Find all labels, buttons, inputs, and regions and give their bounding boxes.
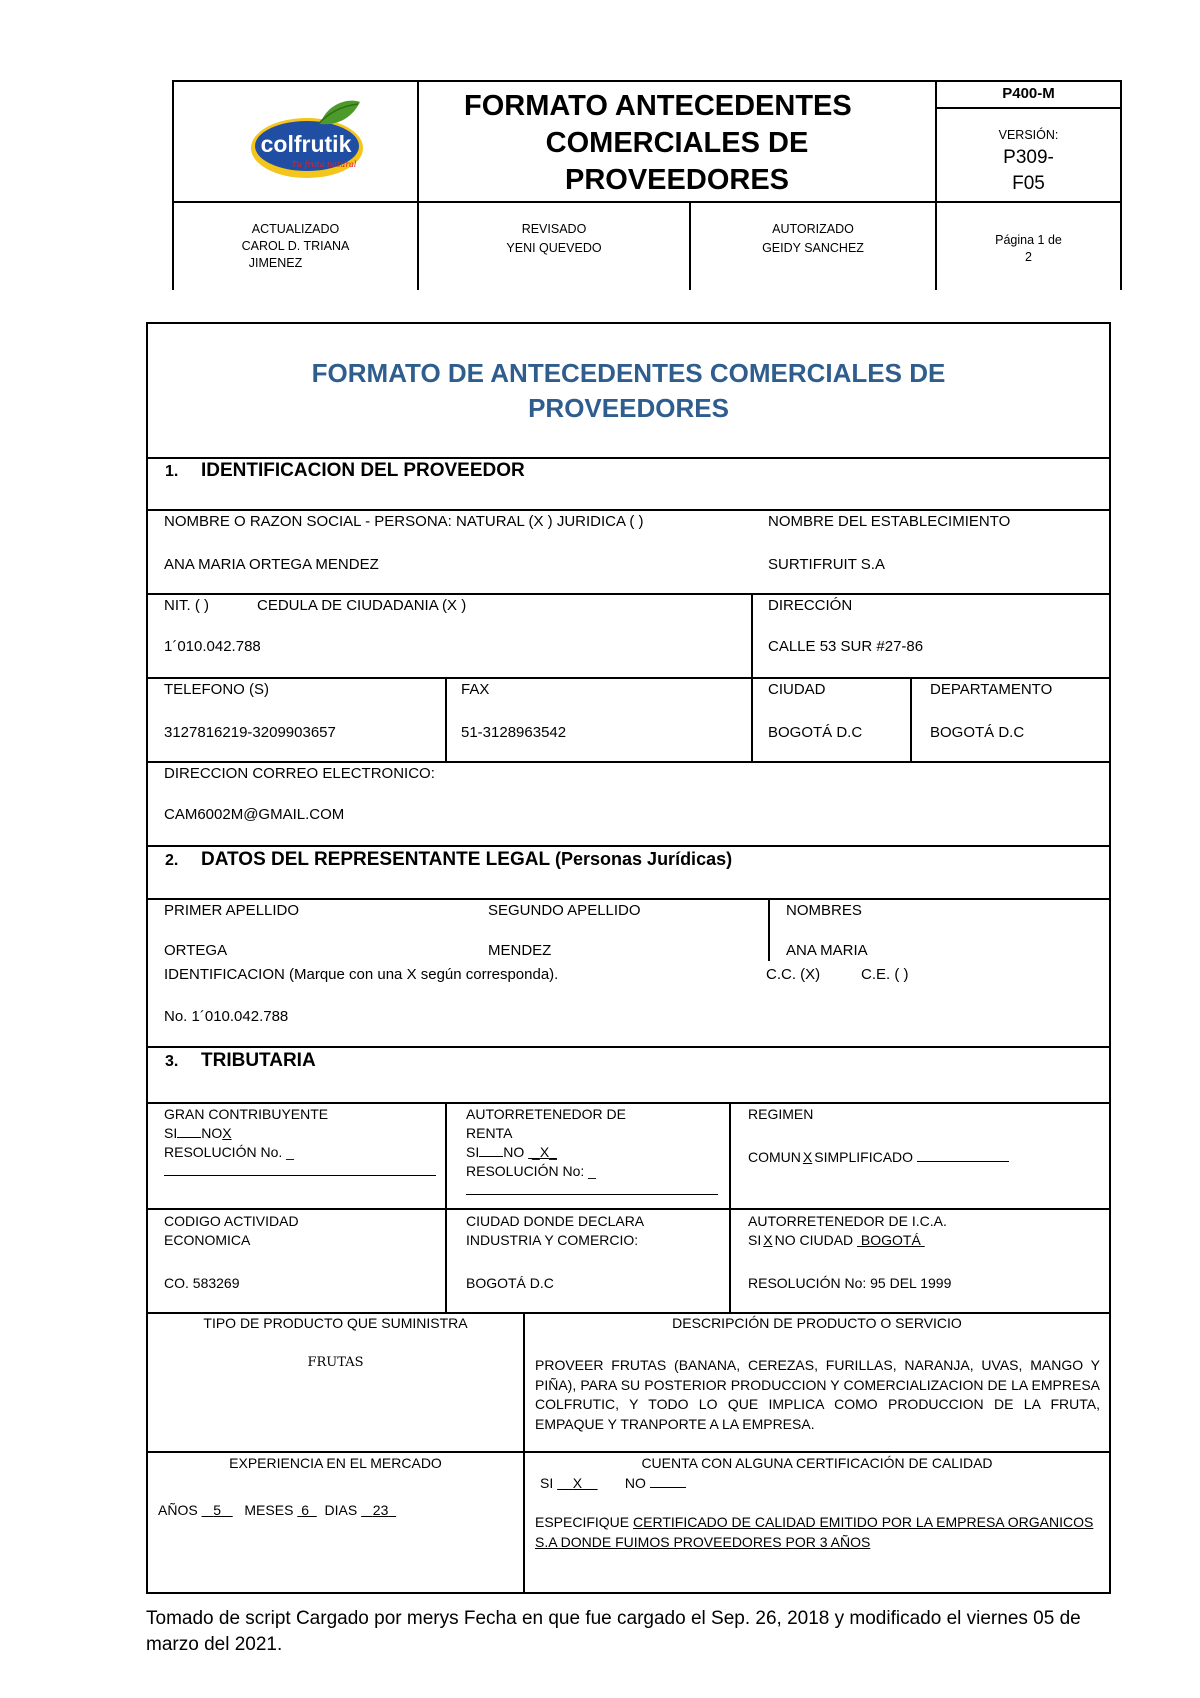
footer-note: Tomado de script Cargado por merys Fecha en que fue cargado el Sep. 26, 2018 y modificado el viernes 05 de marzo del 2021.: [146, 1608, 1081, 1655]
product-type-value: FRUTAS: [307, 1355, 364, 1370]
id-value: No. 1´010.042.788: [164, 1008, 289, 1025]
company-logo: [250, 96, 380, 186]
first-surname-label: PRIMER APELLIDO: [164, 902, 300, 919]
ica-mark: X: [763, 1232, 773, 1248]
reviewed-label: REVISADO: [521, 222, 587, 236]
page-number: [937, 232, 1120, 266]
declare-city-label: INDUSTRIA Y COMERCIO:: [466, 1232, 639, 1248]
regimen-comun: COMUN: [748, 1149, 801, 1165]
version-value: [937, 145, 1120, 197]
section-2-heading: [165, 849, 732, 871]
email-label: DIRECCION CORREO ELECTRONICO:: [164, 765, 435, 782]
ica-label: AUTORRETENEDOR DE I.C.A.: [748, 1213, 947, 1229]
version-label: VERSIÓN:: [998, 128, 1059, 142]
establishment-value: SURTIFRUIT S.A: [768, 556, 885, 573]
department-label: DEPARTAMENTO: [930, 681, 1053, 698]
section-title-suffix: (Personas Jurídicas): [555, 849, 733, 869]
product-description-label: DESCRIPCIÓN DE PRODUCTO O SERVICIO: [672, 1315, 962, 1331]
authorized-name: GEIDY SANCHEZ: [762, 241, 864, 255]
city-value: BOGOTÁ D.C: [768, 724, 863, 741]
fax-value: 51-3128963542: [461, 724, 567, 741]
no-label: NO: [624, 1475, 646, 1491]
autorretenedor-renta-label: AUTORRETENEDOR DE: [466, 1106, 626, 1122]
page-number-line: Página 1 de: [995, 233, 1062, 247]
no-label: NO: [774, 1232, 796, 1248]
version-line: P309-: [1003, 147, 1054, 168]
ica-choice: [748, 1231, 1103, 1250]
ica-city-value: BOGOTÁ: [860, 1232, 921, 1248]
specify-label: ESPECIFIQUE: [535, 1514, 630, 1530]
activity-code-value: CO. 583269: [164, 1275, 240, 1291]
si-label: SI: [748, 1232, 762, 1248]
nit-value: 1´010.042.788: [164, 638, 261, 655]
name-value: ANA MARIA ORTEGA MENDEZ: [164, 556, 379, 573]
activity-code-label: ECONOMICA: [164, 1232, 251, 1248]
reviewed-by: [419, 220, 689, 258]
city-label: CIUDAD: [768, 681, 826, 698]
regimen-cell: [748, 1105, 1098, 1167]
certification-choice: [540, 1475, 686, 1491]
product-type-label: TIPO DE PRODUCTO QUE SUMINISTRA: [203, 1315, 468, 1331]
second-surname-label: SEGUNDO APELLIDO: [488, 902, 641, 919]
experience-label: EXPERIENCIA EN EL MERCADO: [229, 1455, 442, 1471]
autorretenedor-renta-cell: [466, 1105, 728, 1200]
days-value: 23: [372, 1502, 389, 1518]
fax-label: FAX: [461, 681, 490, 698]
si-label: SI: [540, 1475, 554, 1491]
section-title: DATOS DEL REPRESENTANTE LEGAL: [201, 849, 550, 870]
logo-tagline: Tu fruta natural: [291, 160, 357, 169]
ce-label: C.E. ( ): [861, 966, 909, 983]
no-mark: X: [222, 1125, 232, 1141]
address-label: DIRECCIÓN: [768, 597, 853, 614]
address-value: CALLE 53 SUR #27-86: [768, 638, 924, 655]
section-title: TRIBUTARIA: [201, 1050, 316, 1071]
establishment-label: NOMBRE DEL ESTABLECIMIENTO: [768, 513, 1011, 530]
header-title-line: COMERCIALES DE: [545, 127, 809, 159]
specify-value: CERTIFICADO DE CALIDAD EMITIDO POR LA EMPRESA ORGANICOS S.A DONDE FUIMOS PROVEEDORES POR 3 AÑOS: [535, 1514, 1094, 1550]
section-3-heading: [165, 1050, 316, 1072]
cc-label: C.C. (X): [766, 966, 821, 983]
regimen-mark: X: [802, 1149, 813, 1165]
authorized-by: [691, 220, 935, 258]
nit-label: NIT. ( ): [164, 597, 209, 614]
email-value: CAM6002M@GMAIL.COM: [164, 806, 345, 823]
ica-cell: [748, 1212, 1103, 1293]
document-code: P400-M: [1002, 85, 1055, 102]
regimen-label: REGIMEN: [748, 1106, 814, 1122]
autorretenedor-renta-choice: [466, 1143, 728, 1162]
days-label: DIAS: [324, 1502, 358, 1518]
header-title: [419, 88, 935, 199]
phone-label: TELEFONO (S): [164, 681, 270, 698]
declare-city-label: CIUDAD DONDE DECLARA: [466, 1213, 645, 1229]
updated-name: CAROL D. TRIANA: [241, 239, 350, 253]
version-line: F05: [1012, 173, 1045, 194]
gran-contribuyente-resolution: RESOLUCIÓN No. _: [164, 1144, 294, 1160]
activity-code-label: CODIGO ACTIVIDAD: [164, 1213, 299, 1229]
product-description-value: PROVEER FRUTAS (BANANA, CEREZAS, FURILLAS, NARANJA, UVAS, MANGO Y PIÑA), PARA SU POSTERIOR PRODUCCION Y COMERCIALIZACION DE LA EMPRESA COLFRUTIC, Y TODO LO QUE IMPLICA COMO PRODUCCION DE LA FRUTA, EMPAQUE Y TRANPORTE A LA EMPRESA.: [535, 1357, 1100, 1432]
months-label: MESES: [244, 1502, 294, 1518]
years-label: AÑOS: [158, 1502, 198, 1518]
si-label: SI: [164, 1125, 178, 1141]
certification-specify: [535, 1513, 1100, 1552]
section-number: 2.: [165, 852, 179, 869]
years-value: 5: [213, 1502, 222, 1518]
section-number: 1.: [165, 463, 179, 480]
page-number-line: 2: [1025, 250, 1032, 264]
si-label: SI: [466, 1144, 480, 1160]
first-surname-value: ORTEGA: [164, 942, 228, 959]
no-label: NO: [201, 1125, 223, 1141]
section-number: 3.: [165, 1053, 179, 1070]
cedula-label: CEDULA DE CIUDADANIA (X ): [257, 597, 467, 614]
no-mark: _X_: [528, 1144, 557, 1160]
phone-value: 3127816219-3209903657: [164, 724, 336, 741]
names-value: ANA MARIA: [786, 942, 868, 959]
department-value: BOGOTÁ D.C: [930, 724, 1025, 741]
header-title-line: FORMATO ANTECEDENTES: [464, 90, 852, 122]
updated-name: JIMENEZ: [248, 256, 303, 270]
declare-city-value: BOGOTÁ D.C: [466, 1275, 554, 1291]
names-label: NOMBRES: [786, 902, 862, 919]
no-label: NO: [503, 1144, 525, 1160]
gran-contribuyente-label: GRAN CONTRIBUYENTE: [164, 1106, 329, 1122]
activity-code-cell: [164, 1212, 439, 1293]
updated-label: ACTUALIZADO: [251, 222, 340, 236]
form-title: [148, 356, 1109, 426]
regimen-simplificado: SIMPLIFICADO: [814, 1149, 914, 1165]
id-label: IDENTIFICACION (Marque con una X según corresponda).: [164, 966, 559, 983]
section-1-heading: [165, 460, 525, 482]
updated-by: [174, 221, 417, 272]
section-title: IDENTIFICACION DEL PROVEEDOR: [201, 460, 525, 481]
authorized-label: AUTORIZADO: [772, 222, 854, 236]
ica-resolution: RESOLUCIÓN No: 95 DEL 1999: [748, 1275, 952, 1291]
autorretenedor-renta-label: RENTA: [466, 1125, 513, 1141]
experience-value: [158, 1502, 518, 1518]
certification-label: CUENTA CON ALGUNA CERTIFICACIÓN DE CALIDAD: [641, 1455, 993, 1471]
declare-city-cell: [466, 1212, 728, 1293]
second-surname-value: MENDEZ: [488, 942, 552, 959]
si-mark: X: [572, 1475, 583, 1491]
ica-city-label: CIUDAD: [799, 1232, 854, 1248]
gran-contribuyente-choice: [164, 1124, 439, 1143]
reviewed-name: YENI QUEVEDO: [506, 241, 602, 255]
autorretenedor-renta-resolution: RESOLUCIÓN No: _: [466, 1163, 596, 1179]
regimen-choice: [748, 1148, 1098, 1167]
gran-contribuyente-cell: [164, 1105, 439, 1181]
logo-wordmark: colfrutik: [260, 131, 352, 157]
header-title-line: PROVEEDORES: [565, 164, 789, 196]
name-label: NOMBRE O RAZON SOCIAL - PERSONA: NATURAL (X ) JURIDICA ( ): [164, 513, 644, 530]
form-title-line: FORMATO DE ANTECEDENTES COMERCIALES DE: [311, 358, 946, 388]
months-value: 6: [301, 1502, 309, 1518]
form-title-line: PROVEEDORES: [528, 393, 729, 423]
